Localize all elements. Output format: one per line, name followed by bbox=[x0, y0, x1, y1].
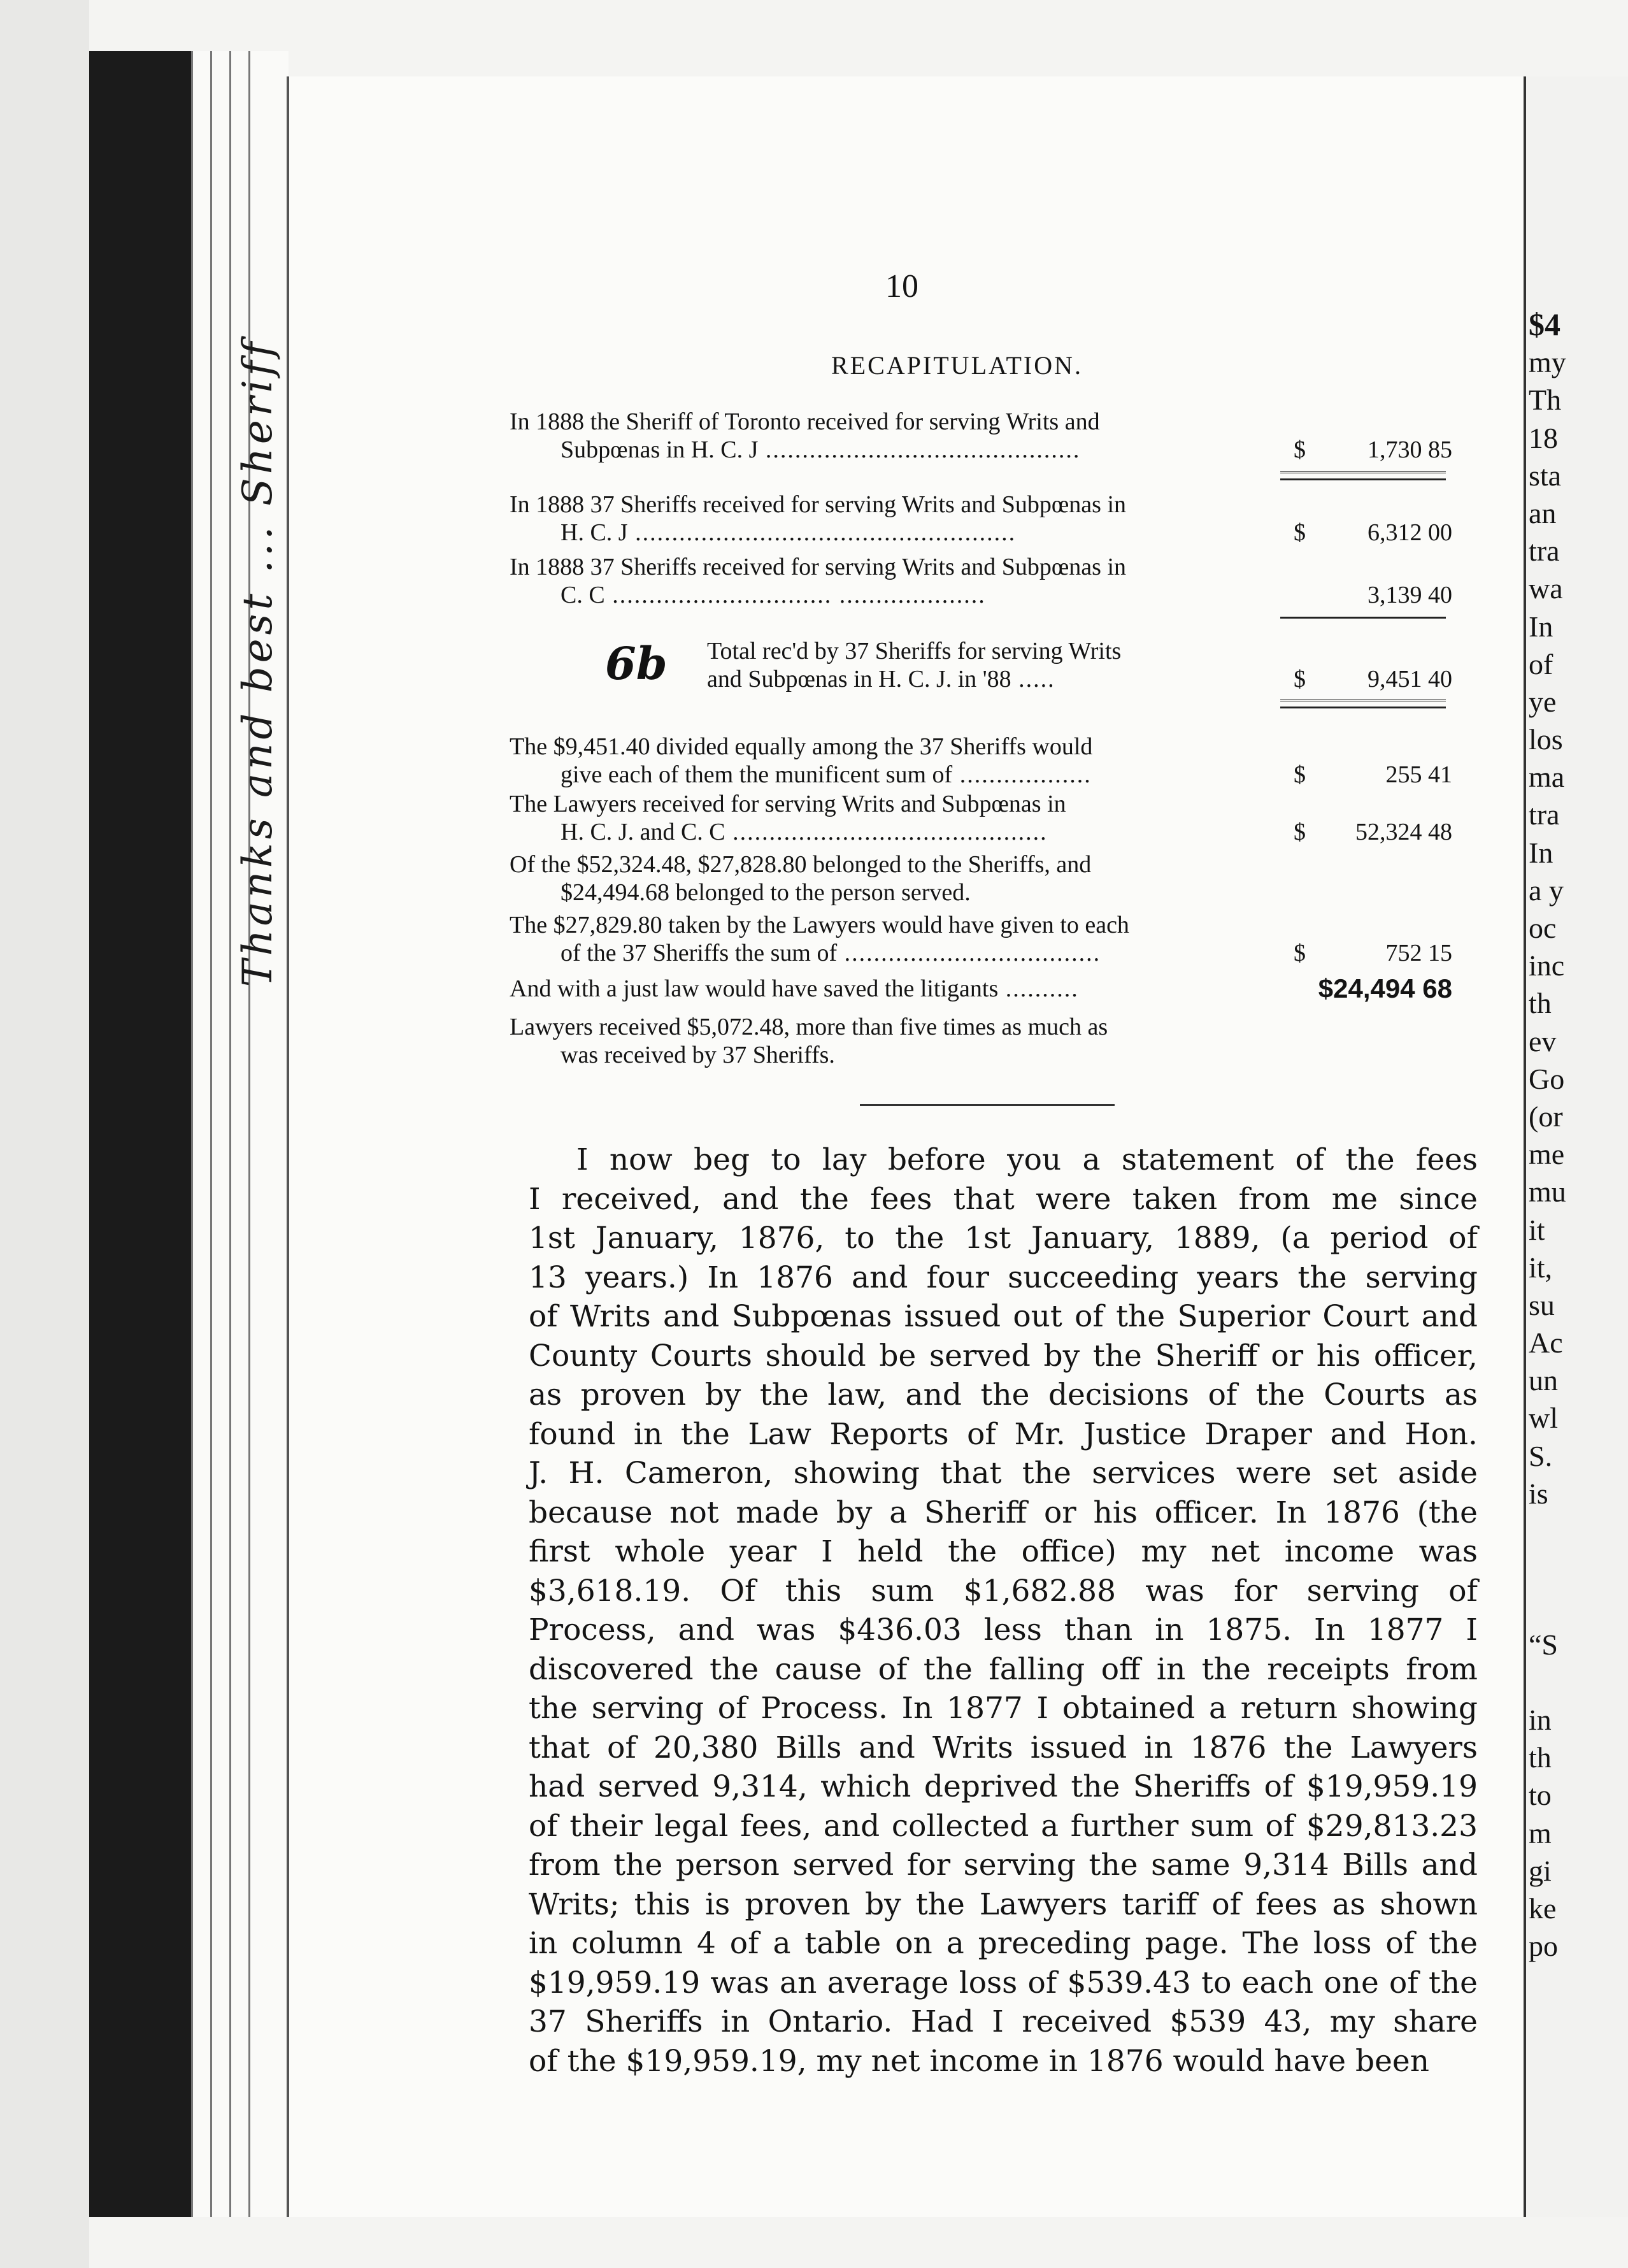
facing-page-fragment: an bbox=[1529, 496, 1557, 529]
recap-entry bbox=[510, 553, 1452, 609]
body-line: from the person served for serving the same 9,314 Bills and bbox=[529, 1848, 1478, 1883]
recap-amount: 52,324 48 bbox=[1355, 819, 1452, 845]
recap-line: The Lawyers received for serving Writs and Subpœnas in bbox=[510, 791, 1066, 817]
recap-amount: 255 41 bbox=[1385, 761, 1452, 788]
facing-page-fragment: oc bbox=[1529, 912, 1557, 944]
recap-line: And with a just law would have saved the litigants bbox=[510, 975, 999, 1002]
facing-page-fragment: wa bbox=[1529, 572, 1563, 605]
facing-page-fragment: is bbox=[1529, 1477, 1548, 1510]
section-separator bbox=[860, 1104, 1115, 1106]
facing-page-fragment: gi bbox=[1529, 1854, 1552, 1887]
facing-page-fragment: (or bbox=[1529, 1100, 1563, 1133]
body-line: found in the Law Reports of Mr. Justice Draper and Hon. bbox=[529, 1416, 1478, 1452]
recap-line: In 1888 37 Sheriffs received for serving Writs and Subpœnas in bbox=[510, 491, 1126, 518]
facing-page-fragment: $4 bbox=[1529, 306, 1560, 342]
body-line: 37 Sheriffs in Ontario. Had I received $539 43, my share bbox=[529, 2004, 1478, 2039]
facing-page-fragment: un bbox=[1529, 1364, 1558, 1397]
facing-page-fragment: Th bbox=[1529, 384, 1562, 417]
facing-page-fragment: In bbox=[1529, 610, 1553, 643]
facing-page-fragment: wl bbox=[1529, 1402, 1558, 1435]
body-line: 1st January, 1876, to the 1st January, 1889, (a period of bbox=[529, 1221, 1478, 1256]
handwritten-note-text: Thanks and best ... Sheriff bbox=[234, 338, 282, 987]
recap-line: C. C bbox=[561, 582, 605, 608]
leader-dots: ................................... bbox=[837, 940, 1101, 966]
facing-page-fragment bbox=[1529, 1663, 1628, 1701]
body-line: that of 20,380 Bills and Writs issued in 1876 the Lawyers bbox=[529, 1730, 1478, 1765]
recap-entry bbox=[510, 491, 1452, 547]
recap-line: Subpœnas in H. C. J bbox=[561, 436, 759, 463]
facing-page-fragment: ev bbox=[1529, 1024, 1557, 1058]
recap-entry bbox=[510, 1013, 1452, 1069]
body-line: $19,959.19 was an average loss of $539.43 to each one of the bbox=[529, 1965, 1478, 2000]
body-line: I received, and the fees that were taken from me since bbox=[529, 1181, 1478, 1217]
dollar-sign: $ bbox=[1294, 666, 1306, 693]
facing-page-fragment bbox=[1529, 1512, 1628, 1550]
recap-line: H. C. J bbox=[561, 519, 628, 546]
recap-line: of the 37 Sheriffs the sum of bbox=[561, 940, 838, 966]
body-line: of the $19,959.19, my net income in 1876 would have been bbox=[529, 2043, 1429, 2079]
body-line: of Writs and Subpœnas issued out of the Superior Court and bbox=[529, 1299, 1478, 1334]
page-number: 10 bbox=[885, 268, 918, 305]
facing-page-fragment bbox=[1529, 1550, 1628, 1588]
facing-page-fragment: sta bbox=[1529, 459, 1562, 492]
recap-line: In 1888 37 Sheriffs received for serving Writs and Subpœnas in bbox=[510, 554, 1126, 580]
body-line: first whole year I held the office) my net income was bbox=[529, 1534, 1478, 1569]
recap-amount: 9,451 40 bbox=[1367, 666, 1452, 693]
facing-page-fragment: mu bbox=[1529, 1175, 1566, 1209]
facing-page-fragment: tra bbox=[1529, 798, 1560, 831]
facing-page-text bbox=[1529, 306, 1628, 1965]
facing-page-fragment: m bbox=[1529, 1816, 1552, 1849]
facing-page-fragment: los bbox=[1529, 723, 1563, 756]
body-line: J. H. Cameron, showing that the services were set aside bbox=[529, 1456, 1478, 1491]
recap-amount: $24,494 68 bbox=[1318, 973, 1452, 1003]
recap-amount: 3,139 40 bbox=[1367, 582, 1452, 608]
recap-entry bbox=[510, 790, 1452, 846]
leader-dots: .............................. .................... bbox=[604, 582, 986, 608]
facing-page-fragment bbox=[1529, 1588, 1628, 1625]
recap-entry bbox=[510, 850, 1452, 907]
facing-page-fragment: ma bbox=[1529, 761, 1565, 794]
body-line: discovered the cause of the falling off in the receipts from bbox=[529, 1651, 1478, 1687]
facing-page-fragment: in bbox=[1529, 1703, 1552, 1736]
recap-line: give each of them the munificent sum of bbox=[561, 761, 953, 788]
recap-line: In 1888 the Sheriff of Toronto received for serving Writs and bbox=[510, 408, 1100, 435]
recap-line: The $9,451.40 divided equally among the 37 Sheriffs would bbox=[510, 733, 1093, 760]
recap-entry bbox=[510, 911, 1452, 967]
body-line: 13 years.) In 1876 and four succeeding years the serving bbox=[529, 1260, 1478, 1295]
recap-line: H. C. J. and C. C bbox=[561, 819, 725, 845]
facing-page-fragment: it, bbox=[1529, 1251, 1553, 1284]
recap-line: Total rec'd by 37 Sheriffs for serving Writs bbox=[707, 638, 1122, 664]
dollar-sign: $ bbox=[1294, 761, 1306, 788]
recap-amount: 1,730 85 bbox=[1367, 436, 1452, 463]
book-gutter bbox=[89, 51, 191, 2217]
recap-entry bbox=[510, 408, 1452, 464]
leader-dots: ..... bbox=[1011, 666, 1055, 693]
body-line: I now beg to lay before you a statement of the fees bbox=[576, 1142, 1478, 1177]
facing-page-fragment: inc bbox=[1529, 949, 1565, 982]
recap-line: was received by 37 Sheriffs. bbox=[561, 1042, 835, 1068]
recap-entry bbox=[510, 733, 1452, 789]
facing-page-fragment: su bbox=[1529, 1288, 1555, 1321]
body-line: because not made by a Sheriff or his officer. In 1876 (the bbox=[529, 1495, 1478, 1530]
double-rule bbox=[1280, 700, 1446, 708]
body-line: $3,618.19. Of this sum $1,682.88 was for serving of bbox=[529, 1573, 1478, 1609]
recap-line: Lawyers received $5,072.48, more than five times as much as bbox=[510, 1014, 1108, 1040]
facing-page-fragment: a y bbox=[1529, 873, 1564, 907]
body-line: Process, and was $436.03 less than in 1875. In 1877 I bbox=[529, 1612, 1478, 1647]
total-rule bbox=[1280, 617, 1446, 619]
recap-line: $24,494.68 belonged to the person served. bbox=[561, 879, 971, 906]
body-line: the serving of Process. In 1877 I obtained a return showing bbox=[529, 1691, 1478, 1726]
facing-page-fragment: “S bbox=[1529, 1628, 1558, 1661]
dollar-sign: $ bbox=[1294, 436, 1306, 463]
recap-amount: 6,312 00 bbox=[1367, 519, 1452, 546]
body-line: Writs; this is proven by the Lawyers tariff of fees as shown bbox=[529, 1886, 1478, 1922]
leader-dots: ........................................... bbox=[758, 436, 1081, 463]
body-line: as proven by the law, and the decisions of the Courts as bbox=[529, 1377, 1478, 1412]
margin-annotation: 6b bbox=[605, 637, 668, 690]
facing-page-fragment: to bbox=[1529, 1779, 1552, 1812]
facing-page-fragment: po bbox=[1529, 1930, 1558, 1963]
dollar-sign: $ bbox=[1294, 819, 1306, 845]
facing-page-fragment: ke bbox=[1529, 1891, 1557, 1925]
body-line: County Courts should be served by the Sheriff or his officer, bbox=[529, 1338, 1478, 1374]
recap-total bbox=[707, 637, 1452, 693]
facing-page-fragment: tra bbox=[1529, 535, 1560, 568]
leader-dots: ........................................... bbox=[725, 819, 1048, 845]
facing-page-fragment: my bbox=[1529, 346, 1566, 379]
facing-page-fragment: th bbox=[1529, 1741, 1552, 1774]
facing-page-fragment: me bbox=[1529, 1138, 1565, 1171]
facing-page-fragment: Go bbox=[1529, 1062, 1565, 1095]
dollar-sign: $ bbox=[1294, 940, 1306, 966]
body-line: in column 4 of a table on a preceding page. The loss of the bbox=[529, 1926, 1478, 1961]
body-line: of their legal fees, and collected a further sum of $29,813.23 bbox=[529, 1808, 1478, 1844]
facing-page-fragment: th bbox=[1529, 987, 1552, 1020]
recap-line: The $27,829.80 taken by the Lawyers would have given to each bbox=[510, 912, 1129, 938]
facing-page-fragment: of bbox=[1529, 647, 1553, 680]
recap-line: Of the $52,324.48, $27,828.80 belonged to the Sheriffs, and bbox=[510, 851, 1092, 878]
section-title: RECAPITULATION. bbox=[831, 351, 1083, 380]
handwritten-margin-note bbox=[229, 89, 287, 1236]
dollar-sign: $ bbox=[1294, 519, 1306, 546]
body-paragraph bbox=[529, 1140, 1478, 2081]
leader-dots: .......... bbox=[998, 975, 1079, 1002]
double-rule bbox=[1280, 471, 1446, 480]
facing-page-fragment: Ac bbox=[1529, 1326, 1563, 1360]
leader-dots: .................................................... bbox=[627, 519, 1017, 546]
facing-page-fragment: it bbox=[1529, 1213, 1545, 1246]
recap-amount: 752 15 bbox=[1385, 940, 1452, 966]
facing-page-fragment: In bbox=[1529, 836, 1553, 869]
recap-entry bbox=[510, 975, 1452, 1003]
leader-dots: .................. bbox=[952, 761, 1092, 788]
facing-page-fragment: ye bbox=[1529, 685, 1557, 718]
recap-line: and Subpœnas in H. C. J. in '88 bbox=[707, 666, 1011, 693]
facing-page-fragment: S. bbox=[1529, 1439, 1553, 1472]
facing-page-fragment: 18 bbox=[1529, 421, 1558, 454]
body-line: had served 9,314, which deprived the Sheriffs of $19,959.19 bbox=[529, 1769, 1478, 1804]
scan-background bbox=[0, 0, 89, 2268]
